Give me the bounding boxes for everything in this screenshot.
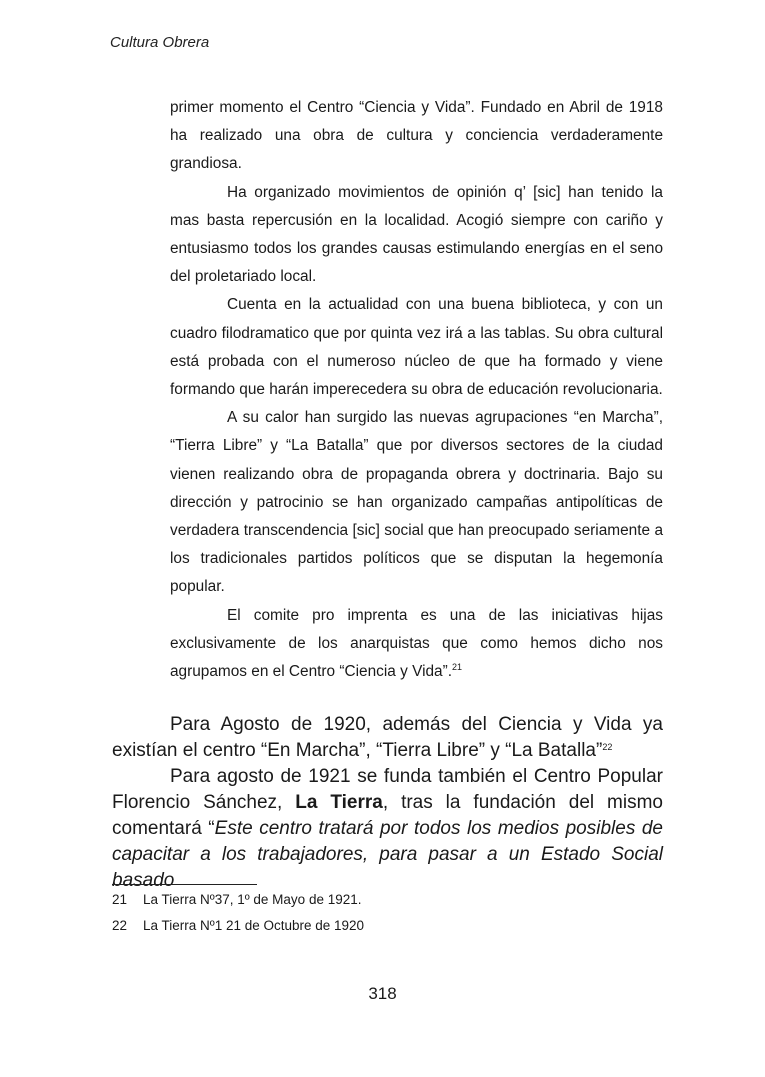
quote-paragraph-3: Cuenta en la actualidad con una buena biblioteca, y con un cuadro filodramatico que por quinta vez irá a las tablas. Su obra cultural está probada con el numeroso núcleo de que ha formado y viene formando que harán imperecedera su obra de educación revolucionaria. — [170, 296, 663, 399]
footnote-number: 22 — [112, 918, 128, 933]
quote-paragraph-5-text: El comite pro imprenta es una de las iniciativas hijas exclusivamente de los anarquistas que como hemos dicho nos agrupamos en el Centro “Ciencia y Vida”. — [170, 606, 663, 681]
running-head: Cultura Obrera — [110, 34, 210, 51]
quote-paragraph-4: A su calor han surgido las nuevas agrupaciones “en Marcha”, “Tierra Libre” y “La Batalla” que por diversos sectores de la ciudad vienen realizando obra de propaganda obrera y doctrinaria. Bajo su dirección y patrocinio se han organizado campañas antipolíticas de verdadera transcendencia [sic] social que han preocupado seriamente a los tradicionales partidos políticos que se disputan la hegemonía popular. — [170, 409, 663, 596]
body-paragraph-2-text-a: Para agosto de 1921 se funda también el Centro Popular Florencio Sánchez, — [112, 766, 663, 813]
body-paragraph-2-text-b: , tras la fundación del mismo comentará “ — [112, 792, 663, 839]
body-paragraph-1 — [112, 712, 663, 764]
footnotes — [112, 889, 663, 941]
footnote — [112, 889, 663, 911]
block-quote — [170, 94, 663, 686]
footnote-number: 21 — [112, 892, 128, 907]
footnote-ref-22[interactable]: 22 — [602, 742, 613, 752]
quoted-passage: Este centro tratará por todos los medios posibles de capacitar a los trabajadores, para pasar a un Estado Social basado — [112, 818, 663, 891]
footnote — [112, 915, 663, 937]
quote-paragraph-1: primer momento el Centro “Ciencia y Vida”. Fundado en Abril de 1918 ha realizado una obra de cultura y conciencia verdaderamente grandiosa. — [170, 99, 663, 173]
footnote-ref-21[interactable]: 21 — [452, 662, 463, 673]
quote-paragraph-5 — [170, 602, 663, 687]
footnote-text: La Tierra Nº1 21 de Octubre de 1920 — [143, 918, 365, 933]
body-paragraph-1-text: Para Agosto de 1920, además del Ciencia y Vida ya existían el centro “En Marcha”, “Tierra Libre” y “La Batalla” — [112, 714, 663, 761]
body-text — [112, 712, 663, 894]
page-number: 318 — [368, 984, 397, 1003]
footnote-text: La Tierra Nº37, 1º de Mayo de 1921. — [143, 892, 362, 907]
body-paragraph-2 — [112, 764, 663, 894]
footnote-separator — [112, 884, 257, 885]
quote-paragraph-2: Ha organizado movimientos de opinión q’ [sic] han tenido la mas basta repercusión en la localidad. Acogió siempre con cariño y entusiasmo todos los grandes causas estimulando energías en el seno del proletariado local. — [170, 183, 663, 286]
newspaper-title: La Tierra — [295, 792, 383, 813]
